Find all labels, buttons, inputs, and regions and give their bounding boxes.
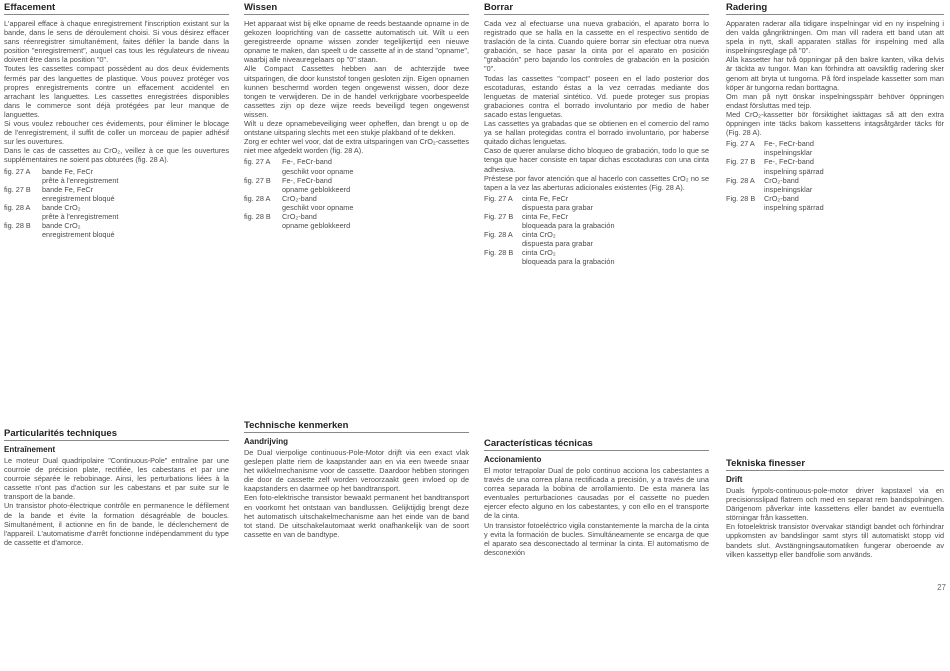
paragraph: Toutes les cassettes compact possèdent au dos deux évidements fermés par des languettes de plastique. Vous pouvez protéger vos propres enregistrements contre un effacement accidentel en arrachant les languettes. Les cassettes enregistrées disponibles dans le commerce sont déjà protégées par leur manque de languettes. <box>4 64 229 119</box>
figure-line: cinta CrO₂ <box>522 248 556 258</box>
figure-line: opname geblokkeerd <box>282 184 351 194</box>
column-swedish <box>726 2 944 212</box>
paragraph: Todas las cassettes "compact" poseen en el lado posterior dos escotaduras, estando éstas a la vez cerradas mediante dos lenguetas de material sintético. Vd. puede proteger sus propias grabaciones contra el borrado involuntario por medio de haber sacado estas lenguetas. <box>484 73 709 119</box>
section-heading: Borrar <box>484 2 514 13</box>
tech-subheading: Drift <box>726 475 743 484</box>
figure-line: inspelningsklar <box>764 148 813 158</box>
section-heading: Radering <box>726 2 768 13</box>
paragraph: Si vous voulez reboucher ces évidements, pour éliminer le blocage de l'enregistrement, il suffit de coller un morceau de papier adhésif sur les ouvertures. <box>4 119 229 147</box>
paragraph: El motor tetrapolar Dual de polo continuo acciona los cabestantes a través de una correa plana rectificada a precisión, y a través de una correa separada la bobina de arrollamiento. De esta manera las eventuales perturbaciones causadas por el cassette no pueden ejercer efecto alguno en los cabestantes, y con ello en el transporte de la cinta. <box>484 466 709 521</box>
tech-heading: Technische kenmerken <box>244 420 349 431</box>
paragraph: Om man på nytt önskar inspelningsspärr behöver öppningen endast försluttas med tejp. <box>726 91 944 110</box>
tech-heading: Características técnicas <box>484 438 593 449</box>
paragraph: Een foto-elektrische transistor bewaakt permanent het bandtransport en voorkomt het ontstaan van bandlussen. Gelijktijdig brengt deze het automatisch uitschakelmechanisme aan het einde van de band tot stand. De uitschakelautomaat werkt onafhankelijk van de soort cassette en van de bandtype. <box>244 493 469 539</box>
figure-legend <box>484 194 615 267</box>
figure-key: Fig. 27 B <box>726 157 756 167</box>
paragraph: Duals fyrpols-continuous-pole-motor driver kapstaxel via en precisionsslipad flatrem och med en separat rem bandspolningen. Därigenom påverkar inte kassettens eller bandet av eventuella störningar från kassetten. <box>726 486 944 523</box>
tech-block-dutch <box>244 420 469 539</box>
column-dutch <box>244 2 469 230</box>
figure-line: enregistrement bloqué <box>42 230 115 240</box>
figure-line: bande Fe, FeCr <box>42 166 94 176</box>
paragraph: Het apparaat wist bij elke opname de reeds bestaande opname in de gekozen looprichting van de cassette automatisch uit. Wilt u een geregistreerde opname wissen zonder tegelijkertijd een nieuwe opname te maken, dan speelt u de cassette af in de stand "opname", waarbij alle niveauregelaars op "0" staan. <box>244 19 469 65</box>
paragraph: Cada vez al efectuarse una nueva grabación, el aparato borra lo registrado que se halla en la cassette en el respectivo sentido de traslación de la cinta. Cuando quiere borrar sin efectuar otra nueva grabación, se hace pasar la cinta por el aparato en posición "grabación" pero bajando los controles de grabación en la posición "0". <box>484 19 709 74</box>
tech-block-spanish <box>484 438 709 557</box>
tech-heading: Particularités techniques <box>4 428 117 439</box>
figure-key: fig. 27 A <box>244 157 271 167</box>
section-heading: Effacement <box>4 2 56 13</box>
figure-key: Fig. 28 A <box>726 175 755 185</box>
figure-line: dispuesta para grabar <box>522 202 593 212</box>
figure-key: Fig. 27 B <box>484 211 514 221</box>
figure-line: bande CrO₂ <box>42 202 81 212</box>
figure-line: CrO₂-band <box>764 193 799 203</box>
figure-line: inspelning spärrad <box>764 166 824 176</box>
figure-line: CrO₂-band <box>282 193 317 203</box>
figure-line: geschikt voor opname <box>282 202 354 212</box>
figure-line: Fe-, FeCr-band <box>282 175 332 185</box>
figure-line: dispuesta para grabar <box>522 239 593 249</box>
tech-heading: Tekniska finesser <box>726 458 806 469</box>
heading-rule <box>4 14 229 15</box>
page-number: 27 <box>937 583 946 592</box>
figure-line: CrO₂-band <box>282 211 317 221</box>
heading-rule <box>244 14 469 15</box>
figure-line: inspelning spärrad <box>764 202 824 212</box>
paragraph: Alla kassetter har två öppningar på den bakre kanten, vilka delvis är täckta av tungor. Man kan förhindra att oavsiktlig radering sker genom att bryta ut tungorna. På förd inspelade kassetter som man köper är tungorna redan borttagna. <box>726 55 944 92</box>
figure-key: Fig. 28 A <box>484 230 513 240</box>
figure-key: Fig. 27 A <box>726 139 755 149</box>
figure-line: Fe-, FeCr-band <box>764 157 814 167</box>
tech-block-french <box>4 428 229 547</box>
section-heading: Wissen <box>244 2 278 13</box>
heading-rule <box>726 14 944 15</box>
figure-key: fig. 28 A <box>4 202 31 212</box>
figure-line: bloqueada para la grabación <box>522 257 615 267</box>
paragraph: De Dual vierpolige continuous-Pole-Motor drijft via een exact vlak geslepen platte riem de kaapstander aan en via een tweede snaar het wikkelmechanisme voor de cassette. Daardoor hebben storingen die door de cassette zelf worden veroorzaakt geen invloed op de kaapstanders en daarmee op het bandtransport. <box>244 448 469 494</box>
figure-line: Fe-, FeCr-band <box>282 157 332 167</box>
figure-key: fig. 27 B <box>244 175 271 185</box>
figure-line: cinta CrO₂ <box>522 230 556 240</box>
tech-subheading: Aandrijving <box>244 437 289 446</box>
paragraph: Préstese por favor atención que al hacerlo con cassettes CrO₂ no se tapen a la vez las aberturas adicionales existentes (Fig. 28 A). <box>484 173 709 192</box>
figure-key: fig. 28 B <box>244 211 271 221</box>
figure-key: fig. 28 A <box>244 193 271 203</box>
figure-key: Fig. 28 B <box>726 193 756 203</box>
paragraph: Dans le cas de cassettes au CrO₂, veillez à ce que les ouvertures supplémentaires ne soient pas obturées (fig. 28 A). <box>4 146 229 165</box>
figure-line: inspelningsklar <box>764 184 813 194</box>
figure-line: bande CrO₂ <box>42 221 81 231</box>
paragraph: Las cassettes ya grabadas que se obtienen en el comercio del ramo ya se hallan protegidas contra el borrado involuntario, por haberse quitado dichas lenguetas. <box>484 119 709 147</box>
paragraph: En fotoelektrisk transistor övervakar ständigt bandet och förhindrar uppkomsten av bandslingor samt styrs till automatiskt stopp vid bandets slut. Avstängningsautomatiken fungerar oberoende av vilken kassettyp eller bandfolie som används. <box>726 522 944 559</box>
figure-line: bloqueada para la grabación <box>522 221 615 231</box>
figure-line: geschikt voor opname <box>282 166 354 176</box>
paragraph: Wilt u deze opnamebeveiliging weer opheffen, dan brengt u op de ontstane uitsparing slechts met een stukje plakband of te dekken. <box>244 119 469 138</box>
tech-subheading: Entraînement <box>4 445 56 454</box>
figure-line: CrO₂-band <box>764 175 799 185</box>
figure-line: prête à l'enregistrement <box>42 211 119 221</box>
paragraph: Alle Compact Cassettes hebben aan de achterzijde twee uitsparingen, die door kunststof tongen gesloten zijn. Eigen opnamen kunnen beschermd worden tegen ongewenst wissen, door deze tongen te verwijderen. De in de handel verkrijgbare voorbespeelde cassettes zijn op deze wijze reeds beveiligd tegen ongewenst wissen. <box>244 64 469 119</box>
figure-legend <box>244 157 353 230</box>
heading-rule <box>726 470 944 471</box>
paragraph: Apparaten raderar alla tidigare inspelningar vid en ny inspelning i den valda gångriktningen. Om man vill radera ett band utan att spela in nytt, skall apparaten ställas för inspelning med alla inspelningsreglage på "0". <box>726 19 944 56</box>
paragraph: Med CrO₂-kassetter bör försiktighet iakttagas så att den extra öppningen inte täcks bakom kassettens intagsåtgärder täcks för (Fig. 28 A). <box>726 109 944 138</box>
paragraph: Le moteur Dual quadripolaire "Continuous-Pole" entraîne par une courroie de précision plate, rectifiée, les cabestans et par une courroie séparée le rebobinage. Ainsi, les perturbations liées à la cassette n'ont pas d'action sur les cabestans et par suite sur le transport de la bande. <box>4 456 229 502</box>
heading-rule <box>484 450 709 451</box>
tech-subheading: Accionamiento <box>484 455 542 464</box>
heading-rule <box>4 440 229 441</box>
figure-key: fig. 27 A <box>4 166 31 176</box>
figure-line: enregistrement bloqué <box>42 193 115 203</box>
figure-key: fig. 27 B <box>4 184 31 194</box>
paragraph: L'appareil efface à chaque enregistrement l'inscription existant sur la bande, dans le sens de déroulement choisi. Si vous désirez effacer sans réenregistrer simultanément, faites défiler la bande dans la position "enregistrement", auquel cas tous les régulateurs de niveau doivent être dans la position "0". <box>4 19 229 65</box>
figure-line: bande Fe, FeCr <box>42 184 94 194</box>
paragraph: Caso de querer anularse dicho bloqueo de grabación, todo lo que se tenga que hacer consiste en tapar dichas escotaduras con una cinta adhesiva. <box>484 146 709 174</box>
figure-key: Fig. 27 A <box>484 193 513 203</box>
figure-key: fig. 28 B <box>4 221 31 231</box>
figure-legend <box>4 167 118 240</box>
figure-legend <box>726 139 824 212</box>
figure-key: Fig. 28 B <box>484 248 514 258</box>
figure-line: cinta Fe, FeCr <box>522 193 569 203</box>
figure-line: Fe-, FeCr-band <box>764 139 814 149</box>
tech-block-swedish <box>726 458 944 559</box>
column-spanish <box>484 2 709 267</box>
figure-line: opname geblokkeerd <box>282 221 351 231</box>
paragraph: Zorg er echter wel voor, dat de extra uitsparingen van CrO₂-cassettes niet mee afgedekt worden (fig. 28 A). <box>244 137 469 156</box>
heading-rule <box>244 432 469 433</box>
figure-line: prête à l'enregistrement <box>42 175 119 185</box>
heading-rule <box>484 14 709 15</box>
figure-line: cinta Fe, FeCr <box>522 211 569 221</box>
paragraph: Un transistor photo-électrique contrôle en permanence le défilement de la bande et évite la formation désagréable de boucles. Simultanément, il actionne en fin de bande, le déclenchement de l'appareil. L'automatisme d'arrêt fonctionne indépendamment du type de cassette et d'amorce. <box>4 501 229 547</box>
paragraph: Un transistor fotoeléctrico vigila constantemente la marcha de la cinta y evita la formación de bucles. Simultáneamente se encarga de que el aparato sea desconectado al terminar la cinta. El automatismo de desconexión <box>484 520 709 557</box>
column-french <box>4 2 229 239</box>
